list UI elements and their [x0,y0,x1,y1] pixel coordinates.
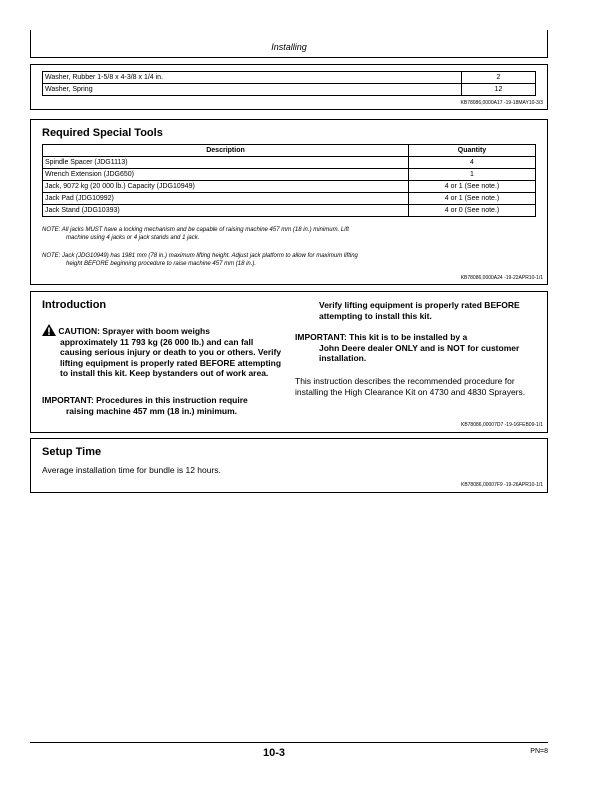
reference-code: KB78086,00007D7 -19-16FEB09-1/1 [460,422,543,428]
table-cell: Washer, Rubber 1-5/8 x 4-3/8 x 1/4 in. [43,72,462,84]
header-title: Installing [271,42,307,52]
tools-section [30,119,548,285]
table-row [43,193,536,205]
note-line: NOTE: All jacks MUST have a locking mechanism and be capable of raising machine 457 mm (18 in.) minimum. Lift [42,227,349,233]
caution-heading: CAUTION: Sprayer with boom weighs [58,326,210,336]
table-cell: 4 or 0 (See note.) [409,205,536,217]
table-cell: 4 or 1 (See note.) [409,193,536,205]
column-header: Description [43,145,409,157]
table-cell: Jack Stand (JDG10393) [43,205,409,217]
important-text: raising machine 457 mm (18 in.) minimum. [66,405,237,416]
table-row [43,169,536,181]
tools-table [42,144,536,217]
table-cell: 4 or 1 (See note.) [409,181,536,193]
note-line: machine using 4 jacks or 4 jack stands and 1 jack. [66,235,200,241]
reference-code: KB78086,00007F9 -19-26APR10-1/1 [460,482,543,488]
setup-section [30,438,548,493]
table-cell: 1 [409,169,536,181]
table-cell: 12 [462,84,536,96]
table-row [43,84,536,96]
important-block [42,395,287,416]
table-row [43,72,536,84]
table-cell: Wrench Extension (JDG650) [43,169,409,181]
note [42,252,532,268]
parts-section [30,64,548,110]
important-heading: IMPORTANT: Procedures in this instruction require [42,395,248,405]
section-title: Required Special Tools [42,127,163,139]
parts-table [42,71,536,96]
caution-text: approximately 11 793 kg (26 000 lb.) and can fall causing serious injury or death to you or others. Verify lifting equipment is properly rated BEFORE attempting to install this kit. Keep bystanders out of work area. [60,336,282,378]
introduction-section [30,291,548,433]
important-block [295,332,535,364]
reference-code: KB78086,0000A24 -19-22APR10-1/1 [460,275,543,281]
table-header-row [43,145,536,157]
reference-code: KB78086,0000A17 -19-18MAY10-3/3 [460,100,543,106]
caution-continuation: Verify lifting equipment is properly rated BEFORE attempting to install this kit. [319,300,520,321]
intro-paragraph: This instruction describes the recommended procedure for installing the High Clearance Kit on 4730 and 4830 Sprayers. [295,376,526,397]
important-heading: IMPORTANT: This kit is to be installed by a [295,332,468,342]
column-header: Quantity [409,145,536,157]
note-line: height BEFORE beginning procedure to raise machine 457 mm (18 in.). [66,261,257,267]
table-cell: Washer, Spring [43,84,462,96]
caution-block [42,324,282,379]
note [42,226,532,242]
important-text: John Deere dealer ONLY and is NOT for customer installation. [319,342,520,363]
table-cell: 2 [462,72,536,84]
note-line: NOTE: Jack (JDG10949) has 1981 mm (78 in.) maximum lifting height. Adjust jack platform to allow for maximum lifting [42,253,358,259]
table-cell: 4 [409,157,536,169]
table-cell: Jack Pad (JDG10992) [43,193,409,205]
section-title: Introduction [42,299,107,311]
setup-paragraph: Average installation time for bundle is 12 hours. [42,465,221,475]
warning-triangle-icon [42,324,56,336]
table-row [43,181,536,193]
page-number: 10-3 [262,747,286,759]
footer-divider [30,742,548,743]
table-row [43,205,536,217]
table-cell: Spindle Spacer (JDG1113) [43,157,409,169]
table-cell: Jack, 9072 kg (20 000 lb.) Capacity (JDG10949) [43,181,409,193]
page-header [30,30,548,58]
table-row [43,157,536,169]
pn-label: PN=8 [530,748,548,755]
section-title: Setup Time [42,446,102,458]
